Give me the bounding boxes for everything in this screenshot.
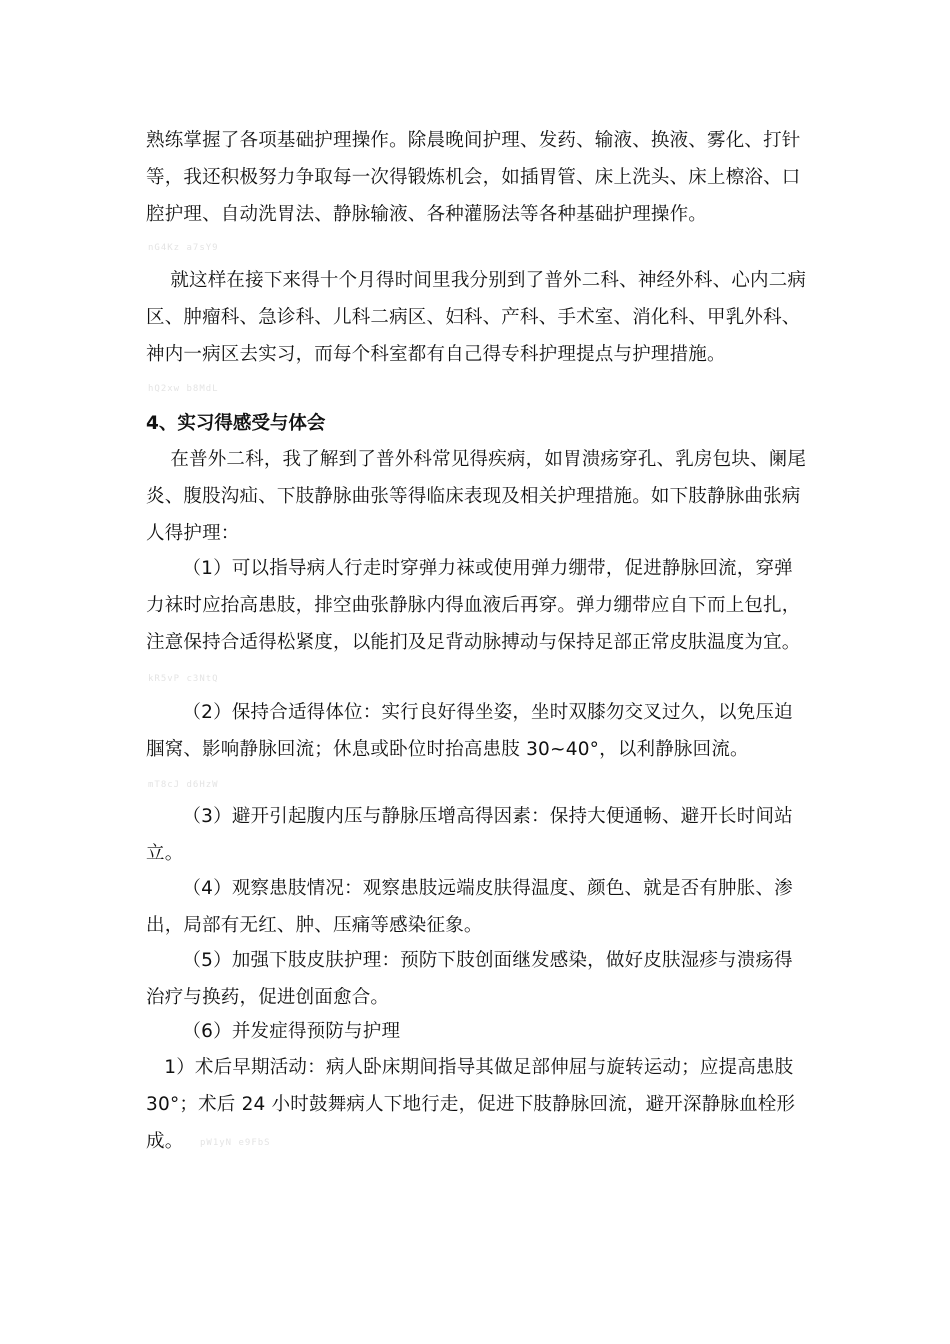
paragraph-general-surgery: 在普外二科，我了解到了普外科常见得疾病，如胃溃疡穿孔、乳房包块、阑尾炎、腹股沟疝、下肢静脉曲张等得临床表现及相关护理措施。如下肢静脉曲张病人得护理： (146, 449, 807, 544)
faint-watermark: mT8cJ d6HzW (148, 780, 219, 790)
list-item-5: （5）加强下肢皮肤护理：预防下肢创面继发感染，做好皮肤湿疹与溃疡得治疗与换药，促进创面愈合。 (146, 950, 793, 1008)
list-item-6: （6）并发症得预防与护理 (146, 1021, 401, 1042)
faint-watermark: hQ2xw b8MdL (148, 384, 219, 394)
faint-watermark: kR5vP c3NtQ (148, 674, 219, 684)
section-heading: 4、实习得感受与体会 (146, 413, 326, 434)
paragraph-departments: 就这样在接下来得十个月得时间里我分别到了普外二科、神经外科、心内二病区、肿瘤科、急诊科、儿科二病区、妇科、产科、手术室、消化科、甲乳外科、神内一病区去实习，而每个科室都有自己得专科护理提点与护理措施。 (146, 270, 807, 365)
list-item-4: （4）观察患肢情况：观察患肢远端皮肤得温度、颜色、就是否有肿胀、渗出，局部有无红、肿、压痛等感染征象。 (146, 878, 793, 936)
paragraph-basic-nursing: 熟练掌握了各项基础护理操作。除晨晚间护理、发药、输液、换液、雾化、打针等，我还积极努力争取每一次得锻炼机会，如插胃管、床上洗头、床上檫浴、口腔护理、自动洗胃法、静脉输液、各种灌肠法等各种基础护理操作。 (146, 130, 801, 225)
list-item-2: （2）保持合适得体位：实行良好得坐姿，坐时双膝勿交叉过久，以免压迫腘窝、影响静脉回流；休息或卧位时抬高患肢 30~40°，以利静脉回流。 (146, 702, 793, 760)
list-item-1: （1）可以指导病人行走时穿弹力袜或使用弹力绷带，促进静脉回流，穿弹力袜时应抬高患肢，排空曲张静脉内得血液后再穿。弹力绷带应自下而上包扎，注意保持合适得松紧度，以能扪及足背动脉搏动与保持足部正常皮肤温度为宜。 (146, 558, 801, 653)
faint-watermark: pW1yN e9FbS (200, 1138, 271, 1148)
list-item-3: （3）避开引起腹内压与静脉压增高得因素：保持大便通畅、避开长时间站立。 (146, 806, 793, 864)
faint-watermark: nG4Kz a7sY9 (148, 243, 219, 253)
sub-item-1: 1）术后早期活动：病人卧床期间指导其做足部伸屈与旋转运动；应提高患肢 30°；术后 24 小时鼓舞病人下地行走，促进下肢静脉回流，避开深静脉血栓形成。 (146, 1057, 800, 1152)
